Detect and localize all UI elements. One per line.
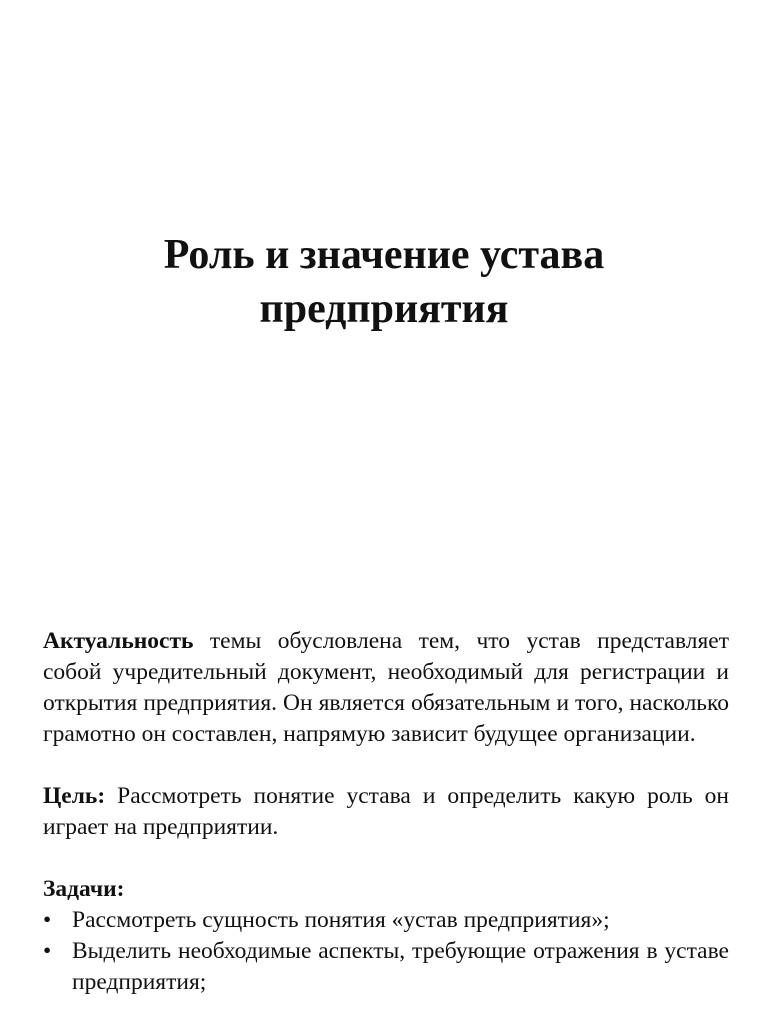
title-line-2: предприятия (259, 286, 509, 332)
goal-lead: Цель: (43, 783, 106, 809)
task-text: Выделить необходимые аспекты, требующие отражения в уставе предприятия; (72, 938, 729, 995)
relevance-lead: Актуальность (43, 628, 194, 654)
title-line-1: Роль и значение устава (163, 232, 605, 278)
list-item (43, 905, 729, 936)
task-text: Рассмотреть сущность понятия «устав предприятия»; (72, 907, 610, 933)
paragraph-spacer (43, 750, 729, 781)
goal-text: Рассмотреть понятие устава и определить какую роль он играет на предприятии. (43, 783, 730, 840)
bullet-icon: • (43, 938, 52, 964)
relevance-text: темы обусловлена тем, что устав представляет собой учредительный документ, необходимый для регистрации и открытия предприятия. Он является обязательным и того, насколько грамотно он составлен, напрямую зависит будущее организации. (43, 628, 729, 747)
goal-paragraph (43, 781, 729, 843)
bullet-icon: • (43, 907, 52, 933)
list-item (43, 936, 729, 998)
document-body (43, 626, 729, 998)
document-title (60, 228, 708, 336)
relevance-paragraph (43, 626, 729, 750)
paragraph-spacer (43, 843, 729, 874)
tasks-heading: Задачи: (43, 876, 125, 902)
tasks-list (43, 905, 729, 998)
